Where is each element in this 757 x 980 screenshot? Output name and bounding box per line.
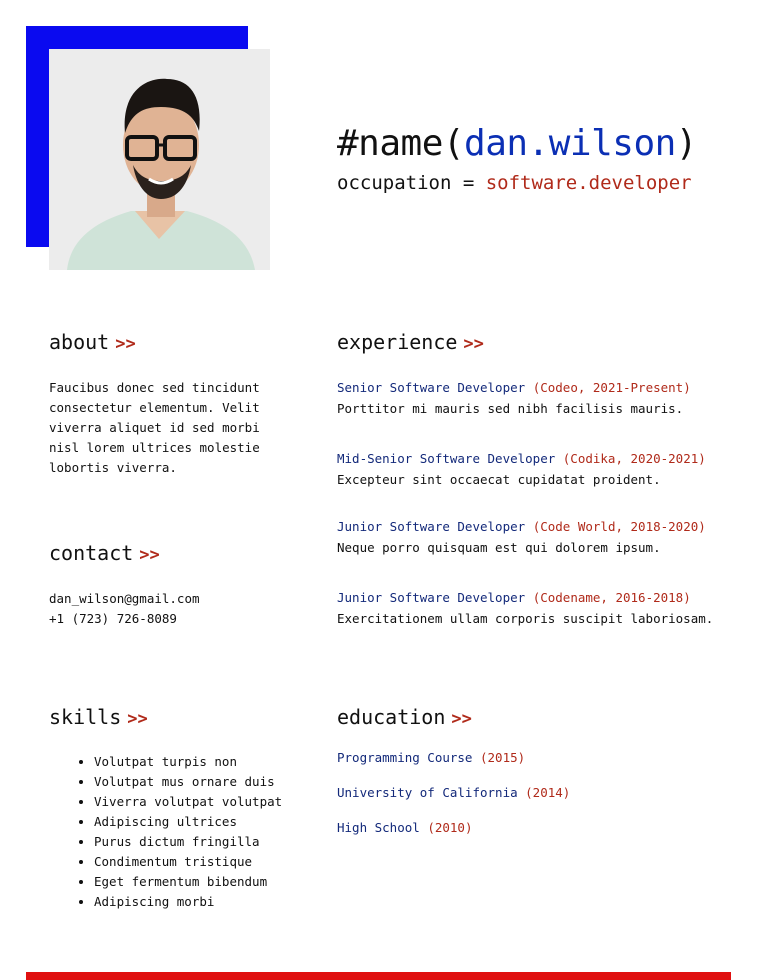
occupation-line: occupation = software.developer: [337, 172, 692, 194]
skill-item: • Purus dictum fringilla: [94, 832, 282, 852]
name-heading: #name(dan.wilson): [337, 123, 697, 164]
education-item: University of California (2014): [337, 785, 571, 800]
contact-heading: contact >>: [49, 541, 160, 565]
skills-list: [49, 752, 282, 912]
experience-heading: experience >>: [337, 330, 484, 354]
experience-item: [337, 516, 706, 558]
experience-item: [337, 587, 713, 629]
skill-item: • Volutpat mus ornare duis: [94, 772, 282, 792]
experience-role: Mid-Senior Software Developer: [337, 451, 556, 466]
education-item: Programming Course (2015): [337, 750, 526, 765]
experience-description: Porttitor mi mauris sed nibh facilisis mauris.: [337, 401, 684, 416]
skill-item: • Viverra volutpat volutpat: [94, 792, 282, 812]
skills-heading: skills >>: [49, 705, 148, 729]
experience-role: Junior Software Developer: [337, 590, 526, 605]
skill-item: • Adipiscing ultrices: [94, 812, 282, 832]
decorative-red-bar: [26, 972, 731, 980]
experience-item: [337, 377, 691, 419]
experience-meta: (Code World, 2018-2020): [532, 519, 706, 534]
experience-role: Senior Software Developer: [337, 380, 526, 395]
experience-item: [337, 448, 706, 490]
experience-meta: (Codika, 2020-2021): [562, 451, 706, 466]
experience-description: Neque porro quisquam est qui dolorem ipsum.: [337, 540, 661, 555]
skill-item: • Adipiscing morbi: [94, 892, 282, 912]
skill-item: • Condimentum tristique: [94, 852, 282, 872]
contact-phone[interactable]: +1 (723) 726-8089: [49, 611, 177, 626]
experience-role: Junior Software Developer: [337, 519, 526, 534]
name-value: dan.wilson: [464, 123, 676, 164]
contact-email[interactable]: dan_wilson@gmail.com: [49, 591, 200, 606]
skill-item: • Eget fermentum bibendum: [94, 872, 282, 892]
education-heading: education >>: [337, 705, 472, 729]
occupation-value: software.developer: [485, 172, 692, 194]
about-heading: about >>: [49, 330, 136, 354]
experience-meta: (Codeo, 2021-Present): [532, 380, 691, 395]
education-item: High School (2010): [337, 820, 473, 835]
header: [337, 122, 697, 196]
experience-description: Exercitationem ullam corporis suscipit laboriosam.: [337, 611, 714, 626]
experience-description: Excepteur sint occaecat cupidatat proident.: [337, 472, 661, 487]
contact-details: [49, 589, 200, 629]
about-text: Faucibus donec sed tincidunt consectetur elementum. Velit viverra aliquet id sed morbi nisl lorem ultrices molestie lobortis viverra.: [49, 380, 260, 475]
skill-item: • Volutpat turpis non: [94, 752, 282, 772]
experience-meta: (Codename, 2016-2018): [532, 590, 691, 605]
profile-photo: [49, 49, 270, 270]
